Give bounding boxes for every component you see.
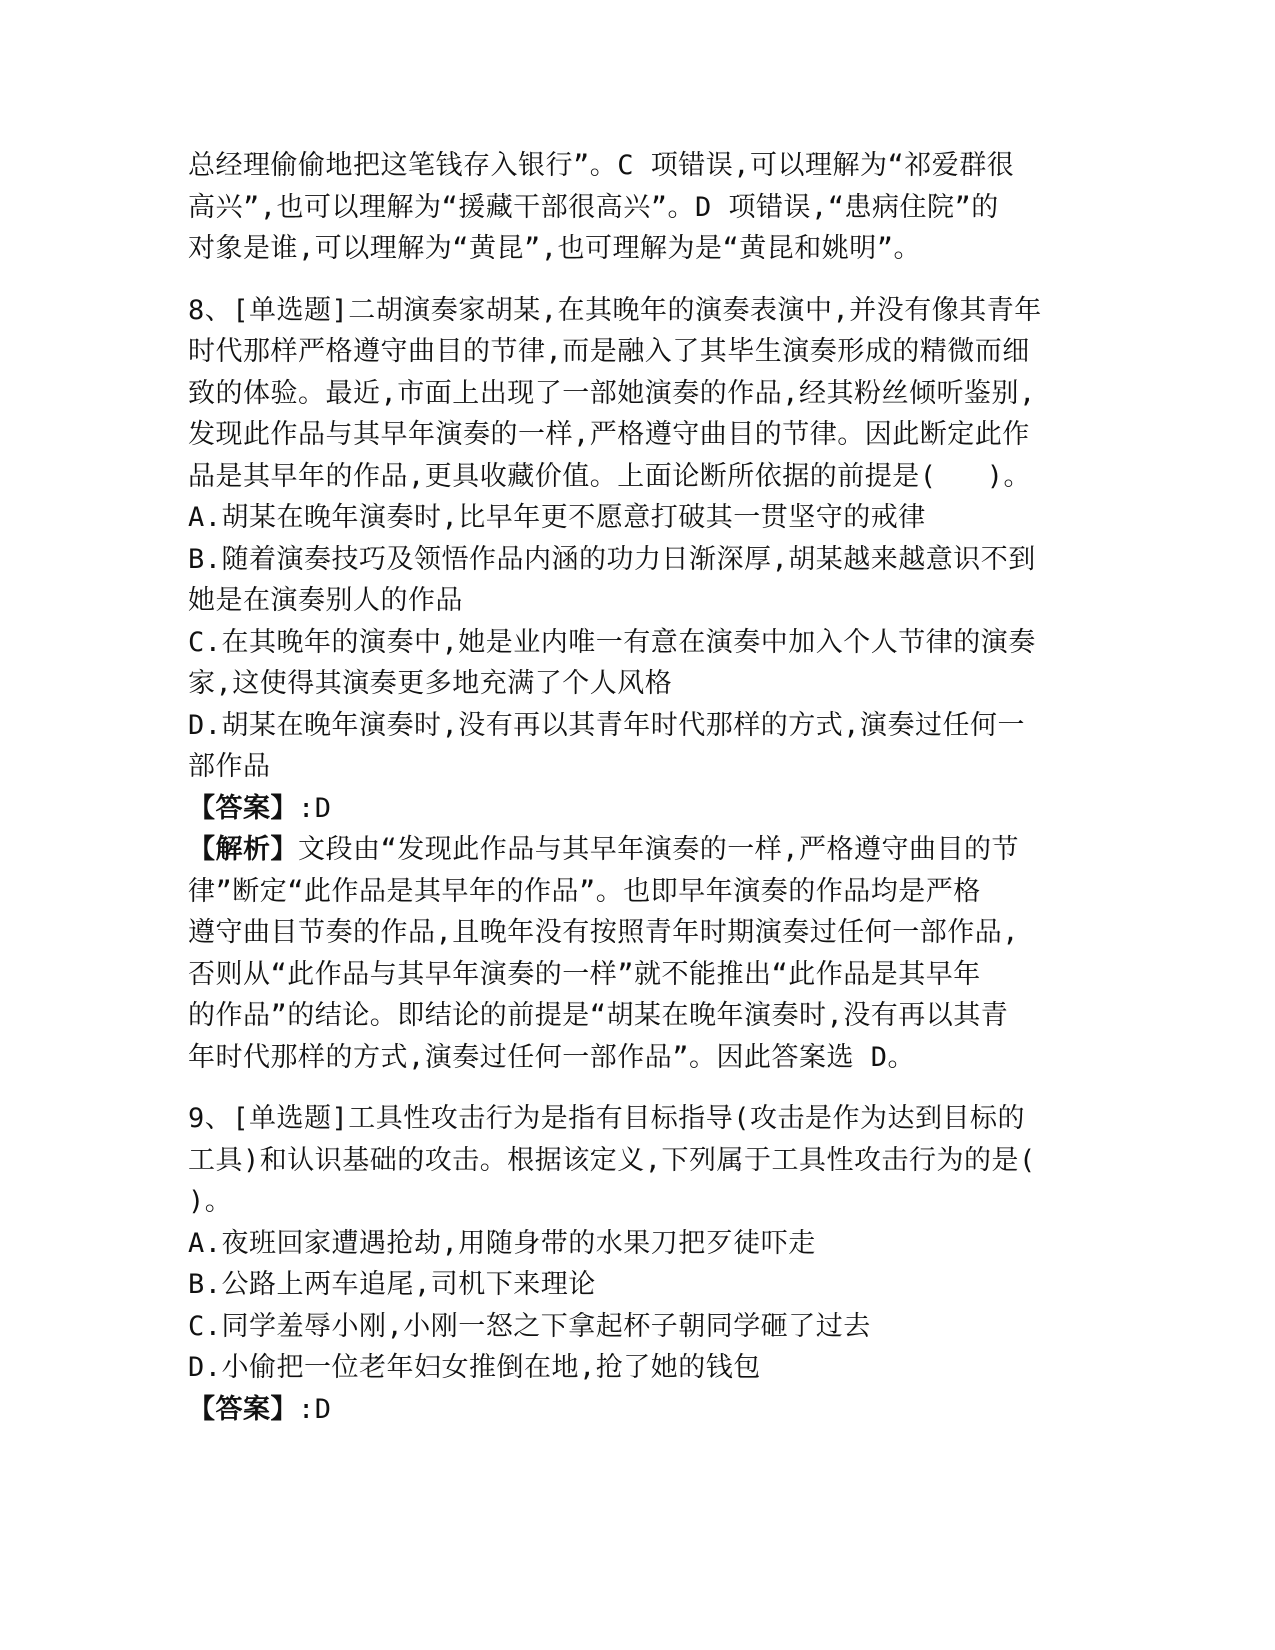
text-line: 时代那样严格遵守曲目的节律,而是融入了其毕生演奏形成的精微而细 (188, 336, 1030, 367)
question-stem (188, 290, 1088, 498)
answer-value: :D (298, 1393, 332, 1425)
analysis-block (188, 829, 1088, 1078)
text-line: 工具)和认识基础的攻击。根据该定义,下列属于工具性攻击行为的是( (188, 1144, 1036, 1176)
option-a: A.胡某在晚年演奏时,比早年更不愿意打破其一贯坚守的戒律 (188, 502, 926, 533)
analysis-text: 文段由“发现此作品与其早年演奏的一样,严格遵守曲目的节 (298, 834, 1020, 865)
text-line: 9、[单选题]工具性攻击行为是指有目标指导(攻击是作为达到目标的 (188, 1103, 1026, 1134)
answer-line (188, 788, 1088, 830)
text-line: 高兴”,也可以理解为“援藏干部很高兴”。D 项错误,“患病住院”的 (188, 191, 999, 223)
answer-line (188, 1389, 1088, 1431)
option-b: B.公路上两车追尾,司机下来理论 (188, 1269, 596, 1300)
question-stem (188, 1098, 1088, 1223)
question-options (188, 497, 1088, 788)
option-c: C.在其晚年的演奏中,她是业内唯一有意在演奏中加入个人节律的演奏 (188, 626, 1036, 658)
text-line: 发现此作品与其早年演奏的一样,严格遵守曲目的节律。因此断定此作 (188, 419, 1030, 450)
text-line: 对象是谁,可以理解为“黄昆”,也可理解为是“黄昆和姚明”。 (188, 233, 922, 264)
option-b: B.随着演奏技巧及领悟作品内涵的功力日渐深厚,胡某越来越意识不到 (188, 543, 1036, 575)
text-line: 遵守曲目节奏的作品,且晚年没有按照青年时期演奏过任何一部作品, (188, 917, 1020, 948)
option-c-continued: 家,这使得其演奏更多地充满了个人风格 (188, 668, 673, 699)
answer-label: 【答案】 (188, 1393, 298, 1425)
text-line: 年时代那样的方式,演奏过任何一部作品”。因此答案选 D。 (188, 1041, 916, 1073)
previous-explanation (188, 145, 1088, 270)
option-c: C.同学羞辱小刚,小刚一怒之下拿起杯子朝同学砸了过去 (188, 1310, 871, 1342)
analysis-label: 【解析】 (188, 834, 298, 865)
option-d-continued: 部作品 (188, 751, 271, 782)
text-line: 的作品”的结论。即结论的前提是“胡某在晚年演奏时,没有再以其青 (188, 1000, 1009, 1031)
answer-value: :D (298, 792, 332, 824)
text-line: 8、[单选题]二胡演奏家胡某,在其晚年的演奏表演中,并没有像其青年 (188, 294, 1042, 326)
option-d: D.小偷把一位老年妇女推倒在地,抢了她的钱包 (188, 1352, 761, 1383)
question-9 (188, 1098, 1088, 1430)
question-8 (188, 290, 1088, 1079)
question-options (188, 1223, 1088, 1389)
text-line: 总经理偷偷地把这笔钱存入银行”。C 项错误,可以理解为“祁爱群很 (188, 150, 1015, 181)
analysis-line (188, 829, 1088, 871)
text-line: 品是其早年的作品,更具收藏价值。上面论断所依据的前提是( )。 (188, 460, 1032, 492)
option-a: A.夜班回家遭遇抢劫,用随身带的水果刀把歹徒吓走 (188, 1227, 816, 1259)
text-line: 致的体验。最近,市面上出现了一部她演奏的作品,经其粉丝倾听鉴别, (188, 377, 1036, 409)
option-b-continued: 她是在演奏别人的作品 (188, 585, 463, 616)
text-line: )。 (188, 1186, 233, 1217)
text-line: 律”断定“此作品是其早年的作品”。也即早年演奏的作品均是严格 (188, 875, 981, 907)
answer-label: 【答案】 (188, 792, 298, 824)
document-page (188, 145, 1088, 1430)
option-d: D.胡某在晚年演奏时,没有再以其青年时代那样的方式,演奏过任何一 (188, 709, 1026, 741)
text-line: 否则从“此作品与其早年演奏的一样”就不能推出“此作品是其早年 (188, 958, 981, 990)
